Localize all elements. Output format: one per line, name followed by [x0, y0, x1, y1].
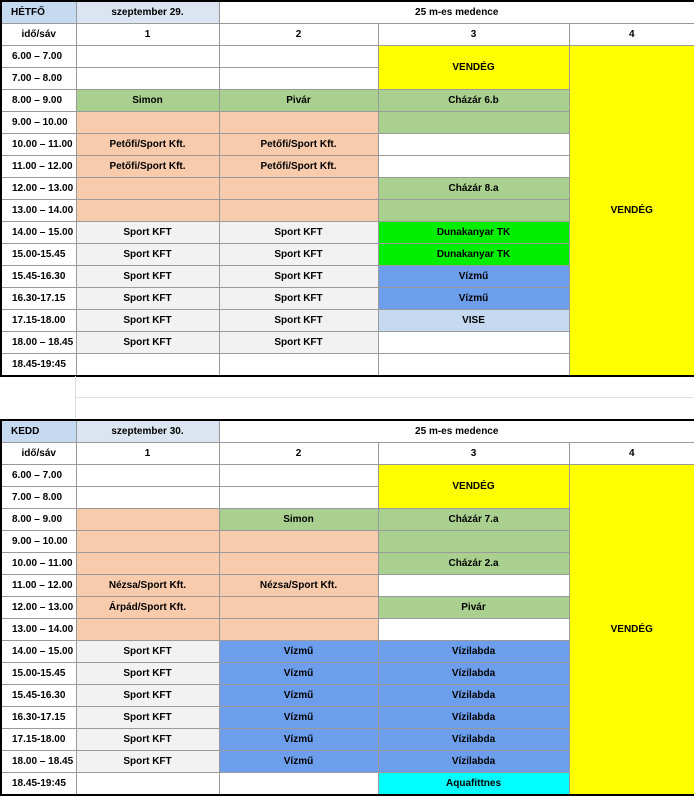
- lane-2-header: 2: [219, 24, 378, 46]
- lane-header-row: [1, 443, 694, 465]
- time-cell: 8.00 – 9.00: [1, 90, 76, 112]
- lane-4-guest-cell: VENDÉG: [569, 465, 694, 796]
- booking-cell: [219, 773, 378, 796]
- date-label: szeptember 30.: [76, 420, 219, 443]
- booking-cell: Vízilabda: [378, 707, 569, 729]
- booking-cell: Cházár 8.a: [378, 178, 569, 200]
- tuesday-schedule-table: [0, 419, 694, 796]
- booking-cell: [378, 531, 569, 553]
- time-cell: 9.00 – 10.00: [1, 112, 76, 134]
- booking-cell: Sport KFT: [76, 288, 219, 310]
- booking-cell: Árpád/Sport Kft.: [76, 597, 219, 619]
- booking-cell: Cházár 2.a: [378, 553, 569, 575]
- booking-cell: Sport KFT: [76, 641, 219, 663]
- time-cell: 15.45-16.30: [1, 266, 76, 288]
- booking-cell: Vízmű: [219, 707, 378, 729]
- time-cell: 12.00 – 13.00: [1, 178, 76, 200]
- booking-cell: Sport KFT: [219, 310, 378, 332]
- booking-cell: [378, 200, 569, 222]
- booking-cell: Nézsa/Sport Kft.: [76, 575, 219, 597]
- guest-booking-cell: VENDÉG: [378, 465, 569, 509]
- booking-cell: Sport KFT: [219, 266, 378, 288]
- time-cell: 11.00 – 12.00: [1, 575, 76, 597]
- lane-2-header: 2: [219, 443, 378, 465]
- booking-cell: Pivár: [219, 90, 378, 112]
- booking-cell: Petőfi/Sport Kft.: [219, 134, 378, 156]
- booking-cell: Vízilabda: [378, 729, 569, 751]
- time-lane-header: idő/sáv: [1, 443, 76, 465]
- booking-cell: Sport KFT: [76, 751, 219, 773]
- time-cell: 10.00 – 11.00: [1, 134, 76, 156]
- booking-cell: [219, 354, 378, 377]
- lane-4-header: 4: [569, 24, 694, 46]
- time-cell: 16.30-17.15: [1, 707, 76, 729]
- date-label: szeptember 29.: [76, 1, 219, 24]
- booking-cell: [76, 112, 219, 134]
- booking-cell: [76, 200, 219, 222]
- time-cell: 18.00 – 18.45: [1, 332, 76, 354]
- time-cell: 17.15-18.00: [1, 310, 76, 332]
- booking-cell: Dunakanyar TK: [378, 222, 569, 244]
- booking-cell: [219, 597, 378, 619]
- booking-cell: [76, 509, 219, 531]
- booking-cell: [76, 354, 219, 377]
- booking-cell: [378, 354, 569, 377]
- booking-cell: Sport KFT: [76, 310, 219, 332]
- booking-cell: Cházár 6.b: [378, 90, 569, 112]
- time-cell: 16.30-17.15: [1, 288, 76, 310]
- booking-cell: Petőfi/Sport Kft.: [219, 156, 378, 178]
- booking-cell: [76, 531, 219, 553]
- lane-1-header: 1: [76, 443, 219, 465]
- lane-4-header: 4: [569, 443, 694, 465]
- booking-cell: Sport KFT: [76, 663, 219, 685]
- time-cell: 8.00 – 9.00: [1, 509, 76, 531]
- booking-cell: Vízmű: [219, 685, 378, 707]
- booking-cell: Sport KFT: [219, 244, 378, 266]
- monday-schedule-table: [0, 0, 694, 377]
- time-cell: 14.00 – 15.00: [1, 641, 76, 663]
- time-lane-header: idő/sáv: [1, 24, 76, 46]
- booking-cell: Vízilabda: [378, 641, 569, 663]
- booking-cell: [219, 112, 378, 134]
- spacer-rows: [75, 376, 694, 418]
- booking-cell: Petőfi/Sport Kft.: [76, 134, 219, 156]
- booking-cell: Vízmű: [378, 288, 569, 310]
- booking-cell: Vízilabda: [378, 685, 569, 707]
- time-cell: 6.00 – 7.00: [1, 465, 76, 487]
- booking-cell: [76, 465, 219, 487]
- booking-cell: Vízmű: [219, 729, 378, 751]
- monday-header-row: [1, 1, 694, 24]
- pool-name: 25 m-es medence: [219, 1, 694, 24]
- booking-cell: Sport KFT: [76, 244, 219, 266]
- booking-cell: [219, 531, 378, 553]
- time-cell: 13.00 – 14.00: [1, 619, 76, 641]
- time-cell: 7.00 – 8.00: [1, 68, 76, 90]
- lane-header-row: [1, 24, 694, 46]
- booking-cell: Vízmű: [378, 266, 569, 288]
- time-cell: 10.00 – 11.00: [1, 553, 76, 575]
- booking-cell: Sport KFT: [219, 288, 378, 310]
- booking-cell: Sport KFT: [219, 222, 378, 244]
- time-row: [1, 46, 694, 68]
- tuesday-header-row: [1, 420, 694, 443]
- booking-cell: [219, 200, 378, 222]
- booking-cell: [378, 112, 569, 134]
- spacer-row: [76, 398, 694, 419]
- booking-cell: [219, 619, 378, 641]
- lane-4-guest-cell: VENDÉG: [569, 46, 694, 377]
- booking-cell: [378, 575, 569, 597]
- booking-cell: [378, 619, 569, 641]
- time-cell: 12.00 – 13.00: [1, 597, 76, 619]
- booking-cell: [219, 68, 378, 90]
- booking-cell: Sport KFT: [76, 685, 219, 707]
- booking-cell: [378, 332, 569, 354]
- booking-cell: [76, 487, 219, 509]
- spacer-row: [76, 376, 694, 398]
- booking-cell: [219, 465, 378, 487]
- time-cell: 15.00-15.45: [1, 663, 76, 685]
- booking-cell: Petőfi/Sport Kft.: [76, 156, 219, 178]
- day-name: HÉTFŐ: [1, 1, 76, 24]
- booking-cell: Sport KFT: [76, 222, 219, 244]
- booking-cell: Simon: [219, 509, 378, 531]
- time-cell: 6.00 – 7.00: [1, 46, 76, 68]
- booking-cell: Cházár 7.a: [378, 509, 569, 531]
- booking-cell: [76, 46, 219, 68]
- time-cell: 18.00 – 18.45: [1, 751, 76, 773]
- booking-cell: Vízmű: [219, 663, 378, 685]
- booking-cell: Vízmű: [219, 751, 378, 773]
- booking-cell: Sport KFT: [76, 729, 219, 751]
- booking-cell: Vízilabda: [378, 751, 569, 773]
- booking-cell: [219, 553, 378, 575]
- lane-1-header: 1: [76, 24, 219, 46]
- time-cell: 7.00 – 8.00: [1, 487, 76, 509]
- booking-cell: [219, 487, 378, 509]
- booking-cell: Pivár: [378, 597, 569, 619]
- booking-cell: Aquafittnes: [378, 773, 569, 796]
- booking-cell: [219, 46, 378, 68]
- booking-cell: [76, 178, 219, 200]
- booking-cell: [378, 156, 569, 178]
- time-cell: 13.00 – 14.00: [1, 200, 76, 222]
- booking-cell: [76, 68, 219, 90]
- time-row: [1, 465, 694, 487]
- time-cell: 14.00 – 15.00: [1, 222, 76, 244]
- time-cell: 15.45-16.30: [1, 685, 76, 707]
- booking-cell: Sport KFT: [76, 332, 219, 354]
- time-cell: 18.45-19:45: [1, 773, 76, 796]
- booking-cell: Nézsa/Sport Kft.: [219, 575, 378, 597]
- booking-cell: [76, 619, 219, 641]
- booking-cell: [219, 178, 378, 200]
- lane-3-header: 3: [378, 443, 569, 465]
- time-cell: 18.45-19:45: [1, 354, 76, 377]
- booking-cell: VISE: [378, 310, 569, 332]
- time-cell: 9.00 – 10.00: [1, 531, 76, 553]
- time-cell: 17.15-18.00: [1, 729, 76, 751]
- booking-cell: Vízilabda: [378, 663, 569, 685]
- booking-cell: Vízmű: [219, 641, 378, 663]
- booking-cell: [76, 553, 219, 575]
- time-cell: 11.00 – 12.00: [1, 156, 76, 178]
- time-cell: 15.00-15.45: [1, 244, 76, 266]
- guest-booking-cell: VENDÉG: [378, 46, 569, 90]
- day-name: KEDD: [1, 420, 76, 443]
- booking-cell: Sport KFT: [76, 266, 219, 288]
- booking-cell: Sport KFT: [219, 332, 378, 354]
- pool-name: 25 m-es medence: [219, 420, 694, 443]
- booking-cell: [378, 134, 569, 156]
- booking-cell: Sport KFT: [76, 707, 219, 729]
- booking-cell: [76, 773, 219, 796]
- booking-cell: Simon: [76, 90, 219, 112]
- booking-cell: Dunakanyar TK: [378, 244, 569, 266]
- lane-3-header: 3: [378, 24, 569, 46]
